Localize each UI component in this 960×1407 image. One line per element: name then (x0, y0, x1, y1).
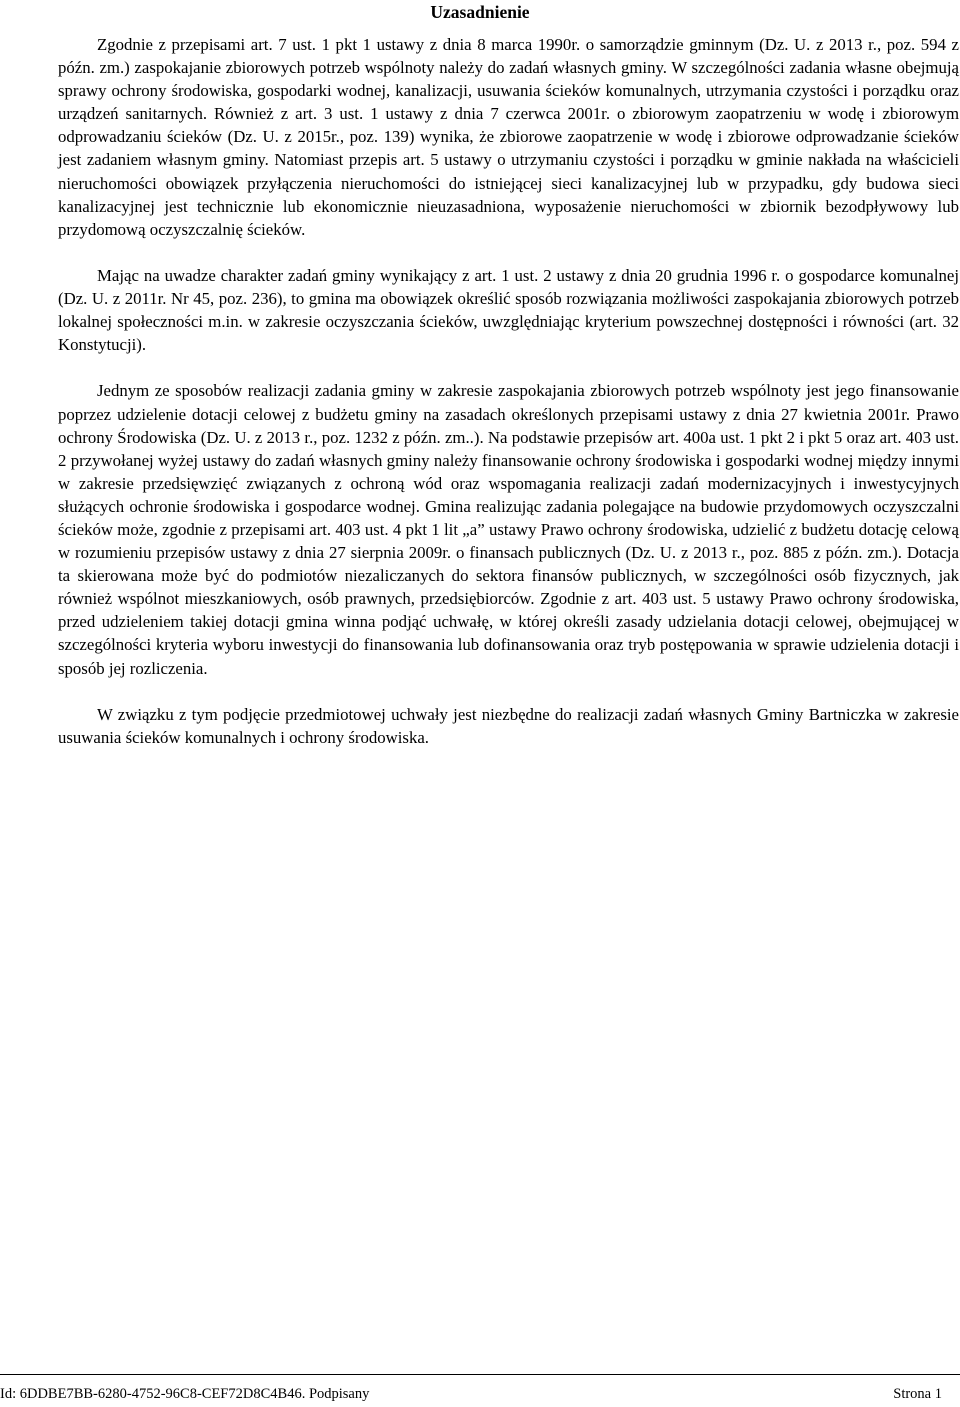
document-body (58, 33, 959, 772)
paragraph-municipal-tasks: Mając na uwadze charakter zadań gminy wynikający z art. 1 ust. 2 ustawy z dnia 20 grudnia 1996 r. o gospodarce komunalnej (Dz. U. z 2011r. Nr 45, poz. 236), to gmina ma obowiązek określić sposób rozwiązania możliwości zaspokajania zbiorowych potrzeb lokalnej społeczności m.in. w zakresie oczyszczania ścieków, uwzględniając kryterium powszechnej dostępności i równości (art. 32 Konstytucji). (58, 265, 959, 355)
document-id: Id: 6DDBE7BB-6280-4752-96C8-CEF72D8C4B46. Podpisany (0, 1386, 370, 1402)
document-title: Uzasadnienie (430, 2, 530, 22)
page-number: Strona 1 (893, 1386, 942, 1402)
footer-divider (0, 1374, 960, 1375)
paragraph-conclusion: W związku z tym podjęcie przedmiotowej uchwały jest niezbędne do realizacji zadań własnych Gminy Bartniczka w zakresie usuwania ścieków komunalnych i ochrony środowiska. (58, 704, 959, 747)
paragraph-legal-basis: Zgodnie z przepisami art. 7 ust. 1 pkt 1 ustawy z dnia 8 marca 1990r. o samorządzie gminnym (Dz. U. z 2013 r., poz. 594 z późn. zm.) zaspokajanie zbiorowych potrzeb wspólnoty należy do zadań własnych gminy. W szczególności zadania własne obejmują sprawy ochrony środowiska, gospodarki wodnej, kanalizacji, usuwania ścieków komunalnych, utrzymania czystości i porządku oraz urządzeń sanitarnych. Również z art. 3 ust. 1 ustawy z dnia 7 czerwca 2001r. o zbiorowym zaopatrzeniu w wodę i zbiorowym odprowadzaniu ścieków (Dz. U. z 2015r., poz. 139) wynika, że zbiorowe zaopatrzenie w wodę i zbiorowe odprowadzanie ścieków jest zadaniem własnym gminy. Natomiast przepis art. 5 ustawy o utrzymaniu czystości i porządku w gminie nakłada na właścicieli nieruchomości obowiązek przyłączenia nieruchomości do istniejącej sieci kanalizacyjnej lub w przypadku, gdy budowa sieci kanalizacyjnej jest technicznie lub ekonomicznie nieuzasadniona, wyposażenie nieruchomości w zbiornik bezodpływowy lub przydomową oczyszczalnię ścieków. (58, 35, 959, 239)
paragraph-subsidy-financing: Jednym ze sposobów realizacji zadania gminy w zakresie zaspokajania zbiorowych potrzeb wspólnoty jest jego finansowanie poprzez udzielenie dotacji celowej z budżetu gminy na zasadach określonych przepisami ustawy z dnia 27 kwietnia 2001r. Prawo ochrony Środowiska (Dz. U. z 2013 r., poz. 1232 z późn. zm..). Na podstawie przepisów art. 400a ust. 1 pkt 2 i pkt 5 oraz art. 403 ust. 2 przywołanej wyżej ustawy do zadań własnych gminy należy finansowanie ochrony środowiska i gospodarki wodnej między innymi w zakresie przedsięwzięć związanych z ochroną wód oraz wspomagania realizacji zadań modernizacyjnych i inwestycyjnych służących ochronie środowiska i gospodarce wodnej. Gmina realizując zadania polegające na budowie przydomowych oczyszczalni ścieków może, zgodnie z przepisami art. 403 ust. 4 pkt 1 lit „a” ustawy Prawo ochrony środowiska, udzielić z budżetu dotację celową w rozumieniu przepisów ustawy z dnia 27 sierpnia 2009r. o finansach publicznych (Dz. U. z 2013 r., poz. 885 z późn. zm.). Dotacja ta skierowana może być do podmiotów niezaliczanych do sektora finansów publicznych, w szczególności osób fizycznych, jak również wspólnot mieszkaniowych, osób prawnych, przedsiębiorców. Zgodnie z art. 403 ust. 5 ustawy Prawo ochrony środowiska, przed udzieleniem takiej dotacji gmina winna podjąć uchwałę, w której określi zasady udzielania dotacji celowej, obejmującej w szczególności kryteria wyboru inwestycji do finansowania lub dofinansowania oraz tryb postępowania w sprawie udzielenia dotacji i sposób jej rozliczenia. (58, 381, 959, 678)
